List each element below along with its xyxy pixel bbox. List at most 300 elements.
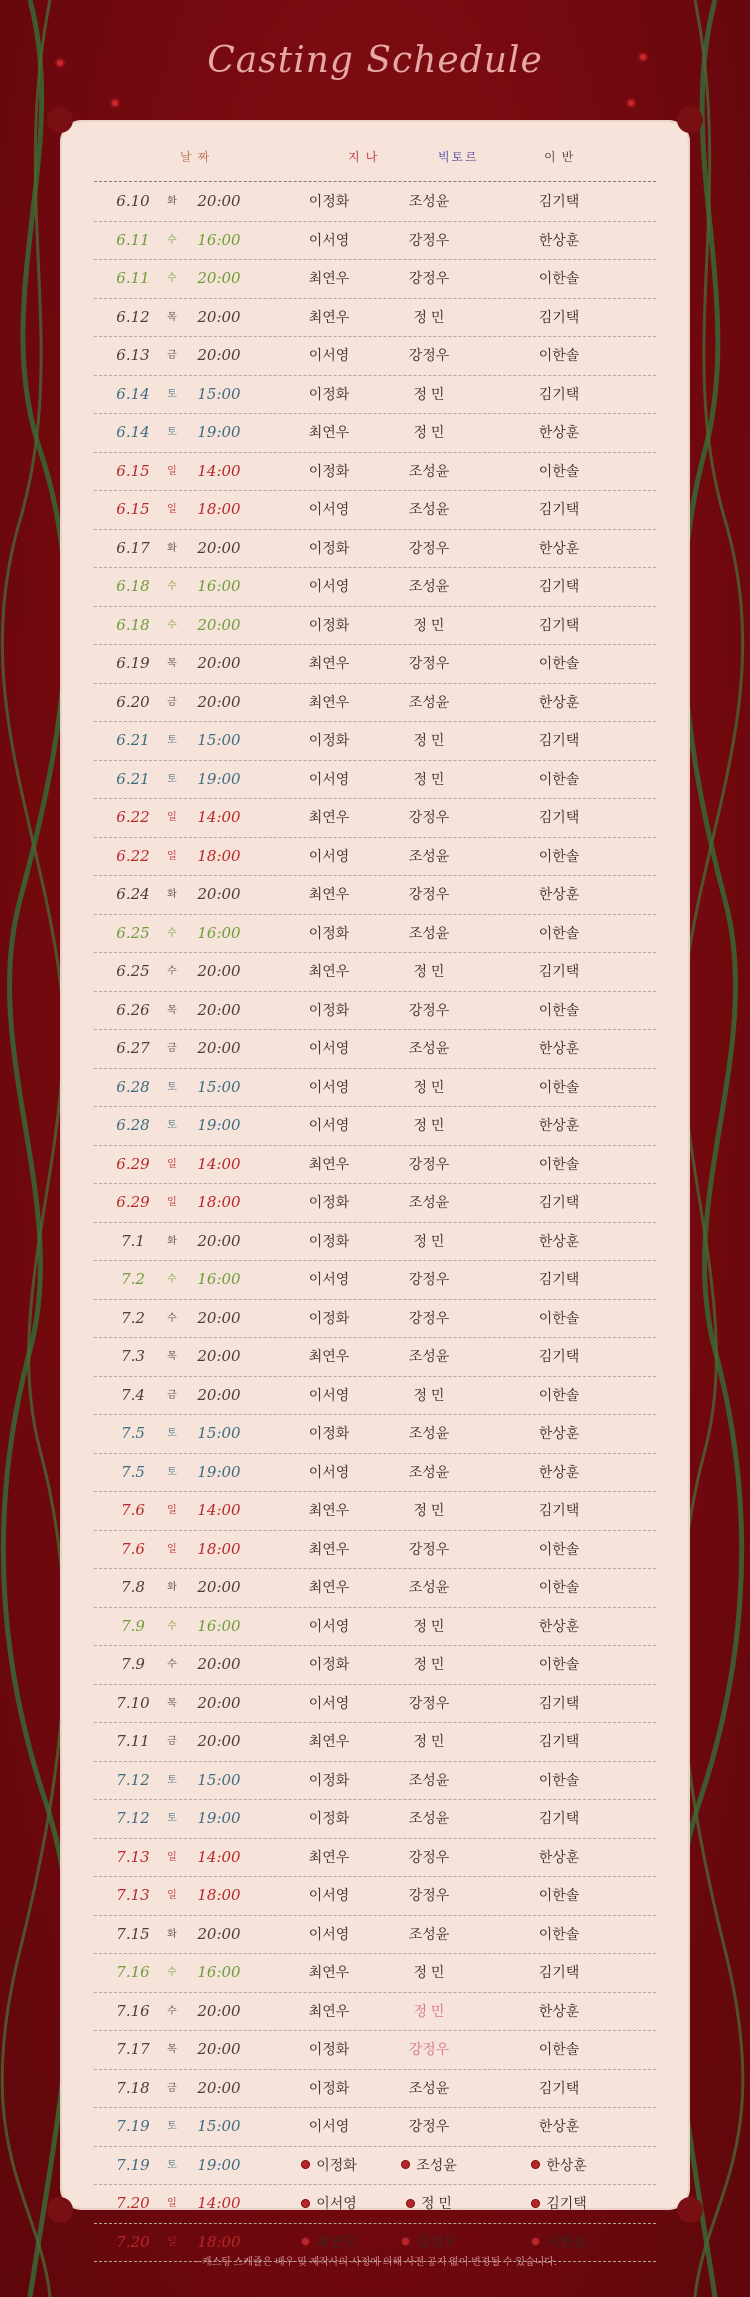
cast-viktor (364, 1261, 494, 1298)
row-time: 20:00 (197, 2078, 241, 2097)
cast-viktor (364, 491, 494, 528)
cast-name: 한상훈 (538, 693, 580, 710)
row-time: 20:00 (197, 1924, 241, 1943)
cast-viktor (364, 1146, 494, 1183)
table-row (94, 838, 656, 877)
cast-name: 이정화 (308, 1232, 350, 1249)
cast-viktor (364, 222, 494, 259)
cast-ivan (494, 607, 624, 644)
cast-viktor (364, 1569, 494, 1606)
cast-name: 이한솔 (538, 347, 580, 363)
cast-name: 정 민 (413, 616, 445, 633)
cast-viktor (364, 1646, 494, 1683)
rose-decoration (626, 98, 636, 108)
cast-viktor (364, 1800, 494, 1837)
cast-viktor (364, 2108, 494, 2145)
row-time: 19:00 (197, 423, 241, 441)
cast-name: 한상훈 (538, 231, 580, 248)
cast-viktor (364, 2185, 494, 2222)
table-row (94, 1993, 656, 2032)
cast-name: 한상훈 (538, 2118, 580, 2134)
cast-viktor (364, 915, 494, 952)
cast-name: 강정우 (408, 1540, 450, 1557)
cast-ivan (494, 1492, 624, 1529)
cast-viktor (364, 1993, 494, 2030)
table-row (94, 876, 656, 915)
cast-name: 정 민 (413, 424, 445, 440)
cast-name: 조성윤 (408, 1194, 450, 1210)
schedule-rows (60, 183, 690, 2262)
table-row (94, 1069, 656, 1108)
row-day: 수 (167, 1659, 177, 1670)
row-day: 일 (167, 812, 177, 823)
row-date: 7.2 (121, 1270, 145, 1288)
cast-ivan (494, 1569, 624, 1606)
table-row (94, 337, 656, 376)
table-row (94, 1377, 656, 1416)
cast-name: 이정화 (308, 1810, 350, 1826)
row-date: 7.17 (116, 2040, 150, 2058)
row-time: 19:00 (197, 1462, 241, 1481)
table-row (94, 1800, 656, 1839)
table-row (94, 2031, 656, 2070)
cast-name: 강정우 (408, 347, 450, 363)
row-time: 18:00 (197, 846, 241, 865)
row-time: 20:00 (197, 1039, 241, 1057)
row-date: 6.21 (116, 731, 150, 749)
cast-ivan (494, 645, 624, 682)
cast-name: 정 민 (413, 1617, 445, 1634)
cast-viktor (364, 1877, 494, 1914)
row-date: 6.18 (116, 577, 150, 595)
cast-ivan (494, 1338, 624, 1375)
cast-ivan (494, 1685, 624, 1722)
cast-viktor (364, 761, 494, 798)
row-time: 20:00 (197, 2040, 241, 2058)
cast-name: 최연우 (308, 655, 350, 671)
cast-name: 정 민 (413, 385, 445, 402)
row-date: 7.20 (116, 2232, 150, 2251)
cast-name: 이서영 (308, 1887, 350, 1903)
row-date: 6.21 (116, 769, 150, 788)
cast-name: 정 민 (413, 1964, 445, 1980)
row-time: 16:00 (197, 1616, 241, 1635)
cast-name: 김기택 (538, 578, 580, 594)
row-date: 6.29 (116, 1154, 150, 1173)
cast-ivan (494, 491, 624, 528)
table-row (94, 1646, 656, 1685)
row-day: 금 (167, 1043, 177, 1054)
row-date: 6.28 (116, 1116, 150, 1134)
cast-name: 강정우 (408, 886, 450, 902)
cast-name: 이한솔 (538, 1925, 580, 1942)
row-date: 7.13 (116, 1847, 150, 1866)
cast-viktor (364, 1030, 494, 1067)
row-time: 16:00 (197, 1963, 241, 1981)
table-row (94, 1338, 656, 1377)
row-date: 7.2 (121, 1308, 145, 1327)
cast-ivan (494, 1531, 624, 1568)
cast-name: 이서영 (308, 1040, 350, 1056)
cast-name: 조성윤 (408, 501, 450, 517)
cast-name: 이한솔 (538, 655, 580, 671)
row-day: 일 (167, 850, 177, 862)
rose-mark-icon (301, 2199, 310, 2208)
cast-viktor (364, 376, 494, 413)
cast-name: 이정화 (308, 193, 350, 209)
cast-viktor (364, 568, 494, 605)
rose-mark-icon (301, 2237, 310, 2246)
cast-name: 이정화 (308, 2079, 350, 2096)
cast-name: 이한솔 (538, 1155, 580, 1172)
cast-name: 이한솔 (538, 270, 580, 286)
cast-name: 이서영 (308, 770, 350, 787)
table-row (94, 1184, 656, 1223)
cast-viktor (364, 1685, 494, 1722)
row-time: 20:00 (197, 1231, 241, 1250)
cast-name: 한상훈 (538, 1040, 580, 1056)
cast-name: 최연우 (308, 270, 350, 286)
row-time: 15:00 (197, 2117, 241, 2135)
cast-name: 강정우 (408, 539, 450, 556)
cast-ivan (494, 1300, 624, 1337)
row-date: 6.25 (116, 962, 150, 980)
cast-name: 한상훈 (546, 2156, 587, 2173)
table-row (94, 1608, 656, 1647)
cast-name: 강정우 (408, 809, 450, 825)
row-day: 토 (167, 1813, 177, 1824)
table-row (94, 1030, 656, 1069)
cast-name: 이서영 (308, 501, 350, 517)
row-time: 16:00 (197, 230, 241, 249)
cast-ivan (494, 1916, 624, 1953)
row-date: 7.6 (121, 1501, 145, 1519)
cast-name: 정 민 (413, 308, 445, 325)
cast-name: 조성윤 (408, 462, 450, 479)
row-time: 20:00 (197, 1578, 241, 1596)
table-row (94, 1954, 656, 1993)
row-date: 6.14 (116, 423, 150, 441)
table-row (94, 414, 656, 453)
row-date: 6.27 (116, 1039, 150, 1057)
rose-mark-icon (531, 2160, 540, 2169)
table-row (94, 1261, 656, 1300)
row-time: 18:00 (197, 1539, 241, 1558)
row-day: 화 (167, 889, 177, 900)
row-time: 20:00 (197, 307, 241, 326)
cast-viktor (364, 1723, 494, 1760)
cast-name: 조성윤 (408, 1040, 450, 1056)
row-time: 20:00 (197, 269, 241, 287)
cast-ivan (494, 1415, 624, 1452)
cast-viktor (364, 530, 494, 567)
cast-name: 조성윤 (408, 1771, 450, 1788)
row-date: 6.10 (116, 192, 150, 210)
row-time: 20:00 (197, 1385, 241, 1404)
cast-name: 김기택 (538, 732, 580, 748)
cast-name: 조성윤 (416, 2156, 457, 2173)
cast-name: 이서영 (308, 1117, 350, 1133)
cast-name: 최연우 (308, 308, 350, 325)
cast-name: 이한솔 (538, 462, 580, 479)
table-row (94, 1877, 656, 1916)
cast-name: 최연우 (308, 693, 350, 710)
cast-name: 최연우 (308, 963, 350, 979)
rose-decoration (110, 98, 120, 108)
cast-name: 김기택 (538, 963, 580, 979)
cast-name: 최연우 (316, 2233, 357, 2250)
cast-viktor (364, 2070, 494, 2107)
row-day: 일 (167, 1197, 177, 1208)
cast-viktor (364, 1954, 494, 1991)
cast-name: 김기택 (538, 2079, 580, 2096)
row-time: 20:00 (197, 192, 241, 210)
cast-viktor (364, 1454, 494, 1491)
row-day: 수 (167, 2005, 177, 2017)
row-time: 20:00 (197, 885, 241, 903)
cast-name: 최연우 (308, 424, 350, 440)
table-row (94, 1107, 656, 1146)
cast-name: 김기택 (538, 1964, 580, 1980)
cast-name: 강정우 (408, 231, 450, 248)
row-day: 화 (167, 1928, 177, 1940)
cast-name: 강정우 (408, 1309, 450, 1326)
rose-mark-icon (301, 2160, 310, 2169)
cast-ivan (494, 1223, 624, 1260)
cast-name: 한상훈 (538, 1848, 580, 1865)
cast-viktor (364, 1415, 494, 1452)
cast-viktor (364, 2147, 494, 2184)
table-row (94, 568, 656, 607)
cast-name: 한상훈 (538, 886, 580, 902)
row-day: 금 (167, 2082, 177, 2094)
cast-name: 강정우 (408, 1848, 450, 1865)
row-time: 16:00 (197, 923, 241, 942)
row-time: 14:00 (197, 2194, 241, 2212)
cast-viktor (364, 992, 494, 1029)
row-day: 금 (167, 696, 177, 708)
cast-ivan (494, 1146, 624, 1183)
cast-name: 이한솔 (538, 1540, 580, 1557)
rose-mark-icon (401, 2160, 410, 2169)
cast-name: 조성윤 (408, 2079, 450, 2096)
rose-mark-icon (531, 2237, 540, 2246)
row-day: 토 (167, 2121, 177, 2132)
row-day: 목 (167, 1697, 177, 1709)
row-time: 14:00 (197, 1154, 241, 1173)
cast-ivan (494, 915, 624, 952)
row-day: 화 (167, 1235, 177, 1247)
cast-name: 최연우 (308, 1540, 350, 1557)
row-date: 6.17 (116, 538, 150, 557)
cast-name: 이한솔 (538, 1656, 580, 1672)
row-day: 목 (167, 658, 177, 669)
row-date: 7.9 (121, 1616, 145, 1635)
row-time: 20:00 (197, 1693, 241, 1712)
table-row (94, 222, 656, 261)
row-date: 6.22 (116, 846, 150, 865)
cast-name: 김기택 (538, 616, 580, 633)
row-time: 20:00 (197, 538, 241, 557)
row-day: 수 (167, 966, 177, 977)
cast-name: 최연우 (308, 1348, 350, 1364)
cast-viktor (364, 453, 494, 490)
cast-name: 한상훈 (538, 539, 580, 556)
table-row (94, 645, 656, 684)
cast-viktor (364, 337, 494, 374)
cast-name: 이서영 (308, 2118, 350, 2134)
row-day: 토 (167, 2159, 177, 2171)
cast-name: 정 민 (413, 1232, 445, 1249)
cast-name: 김기택 (538, 501, 580, 517)
row-date: 6.19 (116, 654, 150, 672)
cast-name: 정 민 (413, 1117, 445, 1133)
cast-viktor (364, 607, 494, 644)
cast-ivan (494, 1107, 624, 1144)
row-time: 19:00 (197, 769, 241, 788)
cast-ivan (494, 799, 624, 836)
row-date: 7.20 (116, 2194, 150, 2212)
cast-ivan (494, 838, 624, 875)
cast-ivan (494, 1454, 624, 1491)
row-day: 목 (167, 1351, 177, 1362)
row-day: 일 (167, 2236, 177, 2248)
cast-name: 이한솔 (538, 1386, 580, 1403)
header-jina: 지나 (348, 150, 384, 164)
cast-name: 한상훈 (538, 1463, 580, 1480)
row-day: 수 (167, 1312, 177, 1324)
row-day: 목 (167, 1004, 177, 1016)
cast-name: 강정우 (416, 2233, 457, 2250)
row-time: 14:00 (197, 1501, 241, 1519)
cast-name: 이서영 (308, 1925, 350, 1942)
row-day: 일 (167, 2198, 177, 2209)
cast-viktor (364, 299, 494, 336)
cast-name: 김기택 (538, 1271, 580, 1287)
cast-ivan (494, 1993, 624, 2030)
row-time: 15:00 (197, 731, 241, 749)
row-time: 20:00 (197, 346, 241, 364)
cast-name: 이정화 (308, 1194, 350, 1210)
cast-name: 이서영 (308, 1271, 350, 1287)
row-time: 16:00 (197, 577, 241, 595)
table-row (94, 491, 656, 530)
cast-viktor (364, 183, 494, 220)
table-row (94, 1454, 656, 1493)
cast-name: 정 민 (413, 2002, 445, 2019)
cast-ivan (494, 568, 624, 605)
row-date: 7.8 (121, 1578, 145, 1596)
row-day: 일 (167, 1543, 177, 1555)
row-date: 7.5 (121, 1424, 145, 1442)
cast-viktor (364, 414, 494, 451)
row-day: 일 (167, 465, 177, 477)
cast-name: 김기택 (538, 1810, 580, 1826)
cast-name: 이정화 (308, 385, 350, 402)
row-time: 15:00 (197, 384, 241, 403)
cast-name: 최연우 (308, 1733, 350, 1749)
row-day: 금 (167, 1389, 177, 1401)
cast-ivan (494, 1377, 624, 1414)
row-day: 토 (167, 388, 177, 400)
row-date: 6.11 (116, 230, 150, 249)
table-row (94, 260, 656, 299)
cast-name: 조성윤 (408, 1348, 450, 1364)
table-row (94, 761, 656, 800)
cast-name: 이한솔 (538, 1309, 580, 1326)
cast-name: 이서영 (308, 1078, 350, 1095)
row-day: 토 (167, 1774, 177, 1786)
cast-viktor (364, 1839, 494, 1876)
row-date: 7.1 (121, 1231, 145, 1250)
row-time: 15:00 (197, 1424, 241, 1442)
cast-name: 조성윤 (408, 847, 450, 864)
cast-name: 김기택 (538, 1694, 580, 1711)
table-row (94, 2147, 656, 2186)
cast-ivan (494, 337, 624, 374)
row-time: 18:00 (197, 1886, 241, 1904)
row-date: 7.16 (116, 1963, 150, 1981)
row-day: 화 (167, 542, 177, 554)
table-row (94, 953, 656, 992)
row-day: 목 (167, 311, 177, 323)
cast-name: 강정우 (408, 1271, 450, 1287)
cast-name: 이한솔 (538, 1887, 580, 1903)
row-time: 19:00 (197, 1116, 241, 1134)
cast-name: 김기택 (538, 308, 580, 325)
table-row (94, 1685, 656, 1724)
cast-name: 한상훈 (538, 1617, 580, 1634)
cast-name: 이서영 (308, 1694, 350, 1711)
row-day: 수 (167, 1967, 177, 1978)
cast-name: 조성윤 (408, 193, 450, 209)
cast-viktor (364, 684, 494, 721)
row-day: 토 (167, 1466, 177, 1478)
row-date: 7.12 (116, 1770, 150, 1789)
cast-viktor (364, 1223, 494, 1260)
table-row (94, 2108, 656, 2147)
row-date: 6.25 (116, 923, 150, 942)
row-date: 7.16 (116, 2001, 150, 2020)
row-day: 토 (167, 735, 177, 746)
row-day: 수 (167, 619, 177, 631)
cast-ivan (494, 722, 624, 759)
cast-name: 최연우 (308, 1502, 350, 1518)
cast-name: 이정화 (308, 616, 350, 633)
row-date: 6.12 (116, 307, 150, 326)
cast-ivan (494, 414, 624, 451)
header-divider (94, 181, 656, 182)
row-time: 15:00 (197, 1770, 241, 1789)
cast-viktor (364, 1762, 494, 1799)
row-time: 14:00 (197, 461, 241, 480)
cast-ivan (494, 183, 624, 220)
cast-name: 이한솔 (538, 1001, 580, 1018)
cast-ivan (494, 684, 624, 721)
table-row (94, 1223, 656, 1262)
cast-ivan (494, 1261, 624, 1298)
row-date: 7.13 (116, 1886, 150, 1904)
cast-name: 한상훈 (538, 1117, 580, 1133)
cast-ivan (494, 2185, 624, 2222)
row-day: 수 (167, 234, 177, 246)
cast-name: 이정화 (308, 1001, 350, 1018)
cast-ivan (494, 376, 624, 413)
row-day: 일 (167, 504, 177, 515)
cast-name: 이정화 (308, 732, 350, 748)
row-date: 7.19 (116, 2155, 150, 2174)
cast-name: 이정화 (308, 924, 350, 941)
